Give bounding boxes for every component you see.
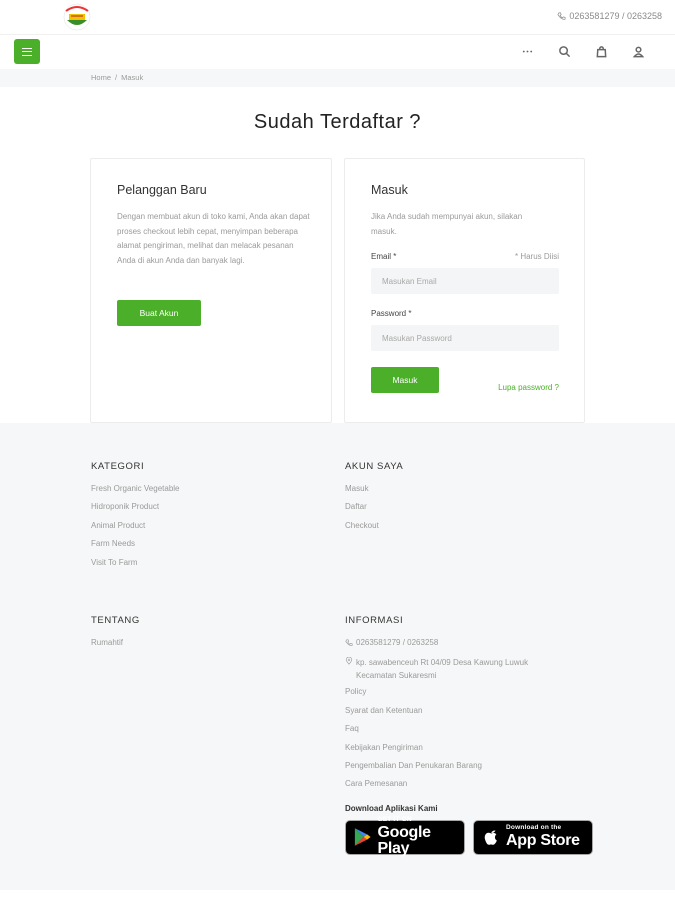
email-field[interactable] (371, 268, 559, 294)
footer-link[interactable]: Syarat dan Ketentuan (345, 705, 423, 715)
bottom-strip (0, 890, 675, 900)
login-card (344, 158, 585, 423)
new-customer-description: Dengan membuat akun di toko kami, Anda akan dapat proses checkout lebih cepat, menyimpan beberapa alamat pengiriman, melihat dan melacak pesanan Anda di akun Anda dan banyak lagi. (117, 212, 310, 265)
footer-link[interactable]: Kebijakan Pengiriman (345, 742, 423, 752)
breadcrumb-current: Masuk (121, 73, 144, 82)
nav-icons (520, 44, 645, 58)
google-play-small: GET IT ON (377, 816, 412, 824)
app-store-badge[interactable] (473, 820, 593, 855)
breadcrumb-bar (0, 69, 675, 87)
footer-link[interactable]: Checkout (345, 520, 379, 530)
footer-kategori-title: KATEGORI (91, 461, 145, 472)
bag-icon[interactable] (594, 44, 608, 58)
location-pin-icon (345, 657, 353, 665)
footer-kategori (91, 461, 180, 576)
required-note: * Harus Diisi (514, 252, 559, 261)
download-app-title: Download Aplikasi Kami (345, 803, 438, 813)
footer (0, 423, 675, 890)
footer-link[interactable]: Cara Pemesanan (345, 779, 408, 789)
footer-address-text: kp. sawabenceuh Rt 04/09 Desa Kawung Luwuk Kecamatan Sukaresmi (356, 658, 529, 681)
login-heading: Masuk (371, 183, 408, 197)
google-play-big: Google Play (377, 823, 431, 857)
footer-link[interactable]: Fresh Organic Vegetable (91, 484, 180, 493)
more-icon[interactable] (520, 44, 534, 58)
footer-address (345, 656, 605, 687)
login-description: Jika Anda sudah mempunyai akun, silakan masuk. (371, 212, 523, 236)
footer-link[interactable]: Visit To Farm (91, 557, 138, 567)
apple-icon (482, 827, 500, 847)
app-store-big: App Store (506, 831, 580, 849)
password-label: Password * (371, 309, 412, 318)
new-customer-heading: Pelanggan Baru (117, 183, 207, 197)
hamburger-icon (22, 48, 32, 56)
footer-informasi (345, 615, 605, 855)
search-icon[interactable] (557, 44, 571, 58)
user-icon[interactable] (631, 44, 645, 58)
phone-icon (345, 639, 353, 647)
menu-button[interactable] (14, 39, 40, 64)
google-play-icon (354, 827, 371, 847)
footer-link[interactable]: Rumahtif (91, 638, 124, 647)
logo[interactable] (62, 2, 92, 32)
footer-link[interactable]: Hidroponik Product (91, 502, 160, 512)
phone-icon (557, 12, 566, 21)
header-phone-text: 0263581279 / 0263258 (569, 11, 662, 21)
app-store-small: Download on the (506, 824, 562, 832)
login-button[interactable]: Masuk (371, 367, 439, 393)
breadcrumb (91, 73, 143, 82)
breadcrumb-home[interactable]: Home (91, 73, 112, 82)
footer-tentang-title: TENTANG (91, 615, 140, 626)
nav-bar (0, 35, 675, 69)
password-field[interactable] (371, 325, 559, 351)
footer-informasi-title: INFORMASI (345, 615, 404, 626)
footer-phone-text: 0263581279 / 0263258 (356, 638, 439, 647)
email-label: Email * (371, 252, 397, 261)
footer-link[interactable]: Pengembalian Dan Penukaran Barang (345, 760, 482, 770)
footer-link[interactable]: Policy (345, 687, 367, 697)
breadcrumb-separator: / (115, 73, 118, 82)
footer-link[interactable]: Animal Product (91, 520, 146, 530)
forgot-password-link[interactable]: Lupa password ? (498, 383, 559, 392)
footer-akun-title: AKUN SAYA (345, 461, 404, 472)
new-customer-card (90, 158, 332, 423)
header-phone[interactable] (557, 11, 662, 21)
create-account-button[interactable]: Buat Akun (117, 300, 201, 326)
google-play-badge[interactable] (345, 816, 465, 857)
store-badges (345, 816, 605, 857)
footer-link[interactable]: Faq (345, 724, 359, 734)
top-bar (0, 0, 675, 35)
footer-tentang (91, 615, 140, 656)
footer-link[interactable]: Masuk (345, 484, 369, 493)
footer-link[interactable]: Daftar (345, 502, 367, 512)
footer-phone[interactable] (345, 638, 605, 656)
footer-link[interactable]: Farm Needs (91, 539, 136, 549)
page-title: Sudah Terdaftar ? (253, 111, 422, 133)
footer-akun (345, 461, 403, 539)
